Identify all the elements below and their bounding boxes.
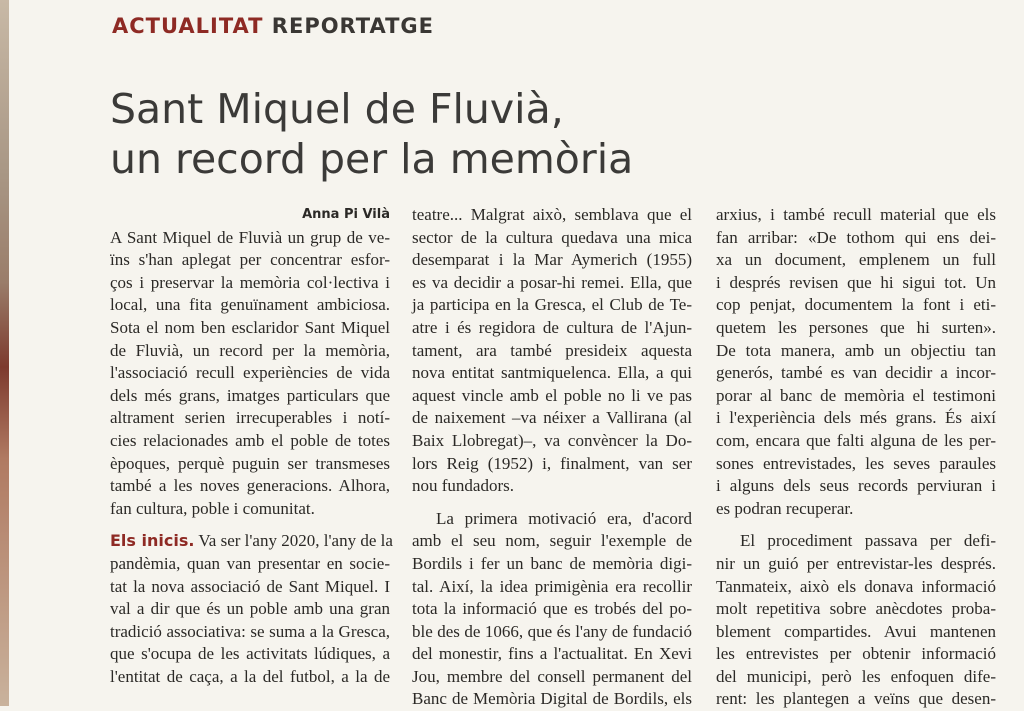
text-line: molt repetitiva sobre anècdotes proba- xyxy=(716,599,996,619)
text-line: ble des de 1066, que és l'any de fundació xyxy=(412,621,692,641)
col1-paragraph-2 xyxy=(110,530,393,688)
byline: Anna Pi Vilà xyxy=(302,207,390,222)
text-line: es podran recuperar. xyxy=(716,498,854,518)
text-line: El procediment passava per defi- xyxy=(740,531,996,551)
text-line: cop penjat, documentem la font i eti- xyxy=(716,295,996,315)
text-line: com, encara que falti alguna de les per- xyxy=(716,430,996,450)
subhead-els-inicis: Els inicis. xyxy=(110,531,195,551)
text-line: amb el seu nom, seguir l'exemple de xyxy=(412,531,692,551)
text-line: tal. Així, la idea primigènia era recollir xyxy=(412,576,692,596)
text-line: altrament serien irrecuperables i notí- xyxy=(110,408,390,428)
article-title-line-2: un record per la memòria xyxy=(110,135,634,183)
col2-paragraph-1 xyxy=(412,204,692,498)
text-line-with-subhead xyxy=(110,530,393,553)
col1-paragraph-1 xyxy=(110,227,390,521)
text-line: A Sant Miquel de Fluvià un grup de ve- xyxy=(110,227,390,247)
text-line: tradició associativa: se suma a la Gresca, xyxy=(110,621,390,641)
text-line: sones entrevistades, les seves paraules xyxy=(716,453,996,473)
text-line: teatre... Malgrat això, semblava que el xyxy=(412,205,692,224)
text-line: ja participa en la Gresca, el Club de Te- xyxy=(412,295,692,315)
text-line: dels més grans, imatges particulars que xyxy=(110,385,390,405)
text-line: De tota manera, amb un objectiu tan xyxy=(716,340,996,360)
text-line: quetem les persones que hi surten». xyxy=(716,317,996,337)
text-line: cies relacionades amb el poble de totes xyxy=(110,430,390,450)
text-line: aquest vincle amb el poble no li ve pas xyxy=(412,385,692,405)
text-line: i alguns dels seus records perviuran i xyxy=(716,476,996,496)
text-line: del municipi, però les enfoquen dife- xyxy=(716,666,996,686)
text-line: desemparat i la Mar Aymerich (1955) xyxy=(412,250,692,270)
article-title-line-1: Sant Miquel de Fluvià, xyxy=(110,85,564,133)
text-line: nou fundadors. xyxy=(412,476,514,496)
text-line: es va decidir a posar-hi remei. Ella, que xyxy=(412,272,692,292)
text-line: val a dir que és un poble amb una gran xyxy=(110,599,390,619)
text-line: nir un guió per entrevistar-les després. xyxy=(716,553,996,573)
text-line: generós, també es van decidir a incor- xyxy=(716,363,996,383)
text-line: i després revisen que hi sigui tot. Un xyxy=(716,272,996,292)
text-line: Tanmateix, això els donava informació xyxy=(716,576,996,596)
text-line: Sota el nom ben esclaridor Sant Miquel xyxy=(110,317,390,337)
text-line: fan arribar: «De tothom qui ens dei- xyxy=(716,227,996,247)
text-line: les entrevistes per obtenir informació xyxy=(716,644,996,664)
text-line: ços i preservar la memòria col·lectiva i xyxy=(110,272,390,292)
section-secondary: REPORTATGE xyxy=(271,14,435,38)
text-line: Jou, membre del consell permanent del xyxy=(412,666,692,686)
page-edge-strip xyxy=(0,0,9,706)
text-line: blement compartides. Avui mantenen xyxy=(716,621,996,641)
text-fragment: Va ser l'any 2020, l'any de la xyxy=(198,531,393,551)
article-column-3 xyxy=(716,204,996,711)
article-column-2 xyxy=(412,204,692,711)
section-primary: ACTUALITAT xyxy=(112,14,264,38)
text-line: també a les noves generacions. Alhora, xyxy=(110,476,390,496)
text-line: Baix Llobregat)–, va convèncer la Do- xyxy=(412,430,692,450)
text-line: de Fluvià, un record per la memòria, xyxy=(110,340,390,360)
text-line: La primera motivació era, d'acord xyxy=(436,508,692,528)
text-line: de naixement –va néixer a Vallirana (al xyxy=(412,408,692,428)
text-line: fan cultura, poble i comunitat. xyxy=(110,498,315,518)
text-line: que s'ocupa de les activitats lúdiques, a xyxy=(110,644,390,664)
article-title xyxy=(110,84,633,184)
text-line: del monestir, fins a l'actualitat. En Xevi xyxy=(412,644,692,664)
text-line: local, una fita genuïnament ambiciosa. xyxy=(110,295,390,315)
text-line: tament, ara també presideix aquesta xyxy=(412,340,692,360)
text-line: ïns s'han aplegat per concentrar esfor- xyxy=(110,250,390,270)
article-column-1 xyxy=(110,204,393,688)
text-line: tat la nova associació de Sant Miquel. I xyxy=(110,576,390,596)
text-line: porar al banc de memòria el testimoni xyxy=(716,385,996,405)
text-line: lors Reig (1952) i, finalment, van ser xyxy=(412,453,692,473)
text-line: pandèmia, quan van presentar en socie- xyxy=(110,553,390,573)
text-line: arxius, i també recull material que els xyxy=(716,205,996,224)
col3-paragraph-1 xyxy=(716,204,996,520)
text-line: l'entitat de caça, a la del futbol, a la de xyxy=(110,666,390,686)
text-line: xa un document, emplenem un full xyxy=(716,250,996,270)
text-line: atre i és regidora de cultura de l'Ajun- xyxy=(412,317,692,337)
text-line: i l'experiència dels més grans. És així xyxy=(716,408,996,428)
col2-paragraph-2 xyxy=(412,508,692,711)
text-line: Bordils i fer un banc de memòria digi- xyxy=(412,553,692,573)
text-line: èpoques, perquè puguin ser transmeses xyxy=(110,453,390,473)
text-line: Banc de Memòria Digital de Bordils, els xyxy=(412,689,692,709)
text-line: sector de la cultura quedava una mica xyxy=(412,227,692,247)
text-line: nova entitat santmiquelenca. Ella, a qui xyxy=(412,363,692,383)
text-line: rent: les plantegen a veïns que desen- xyxy=(716,689,996,709)
text-line: tota la informació que es trobés del po- xyxy=(412,599,692,619)
text-line: l'associació recull experiències de vida xyxy=(110,363,390,383)
section-label xyxy=(112,14,434,38)
col3-paragraph-2 xyxy=(716,530,996,711)
